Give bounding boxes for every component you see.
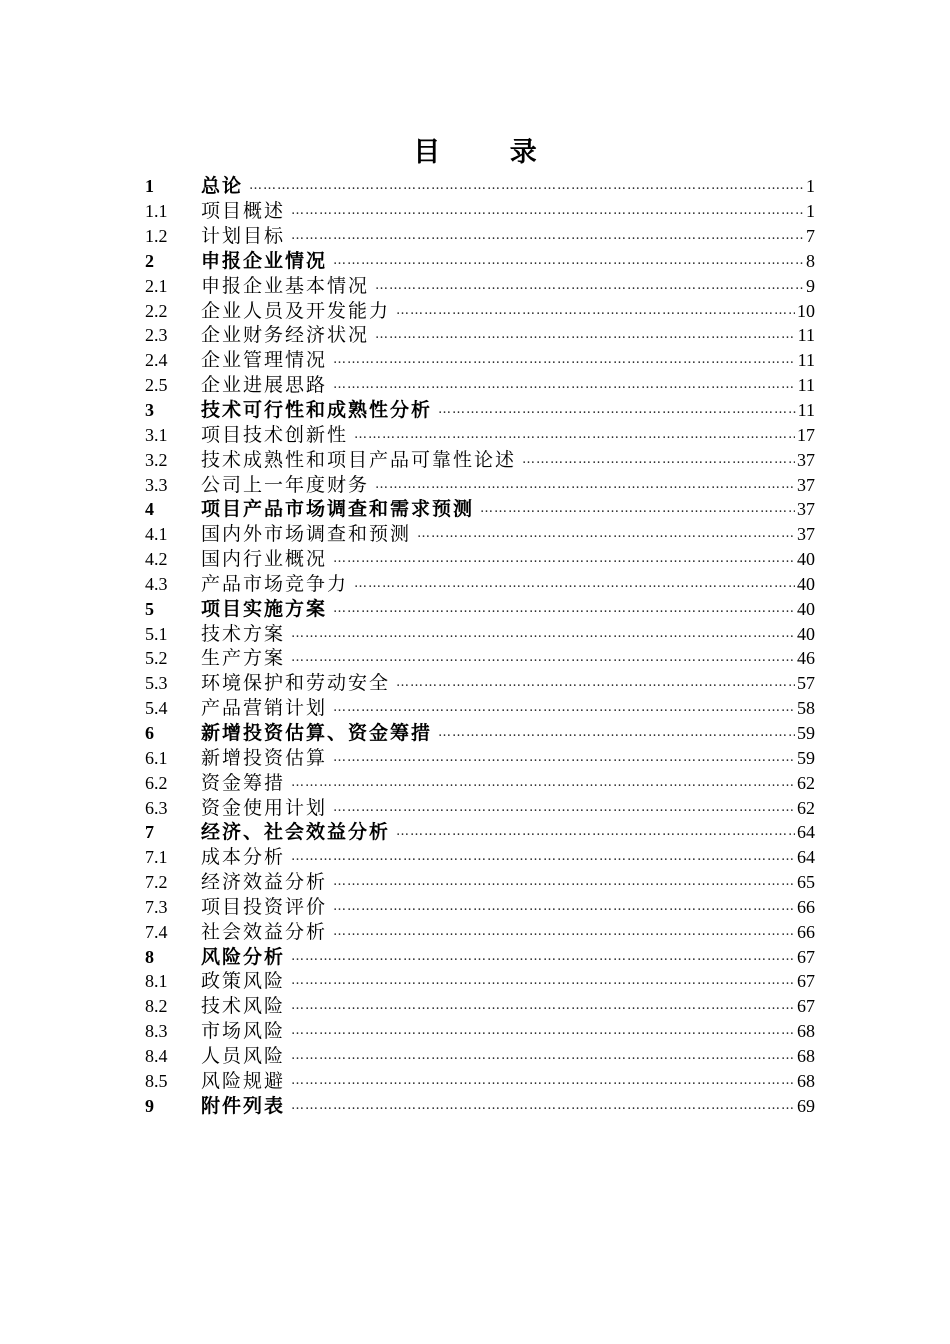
dot-leader: [291, 199, 804, 223]
toc-entry-title: 人员风险: [201, 1044, 286, 1067]
toc-entry-number: 1: [145, 176, 154, 197]
toc-entry-title: 项目技术创新性: [201, 423, 349, 446]
toc-subsection-entry[interactable]: [145, 770, 815, 795]
toc-subsection-entry[interactable]: [145, 298, 815, 323]
toc-entry-title: 企业财务经济状况: [201, 324, 370, 347]
toc-entry-title: 技术方案: [201, 622, 286, 645]
dot-leader: [333, 597, 795, 621]
toc-entry-number: 2.1: [145, 275, 168, 296]
toc-entry-number: 5.3: [145, 673, 168, 694]
dot-leader: [333, 249, 804, 273]
toc-subsection-entry[interactable]: [145, 646, 815, 671]
toc-entry-number: 1.2: [145, 226, 168, 247]
dot-leader: [375, 473, 795, 497]
toc-entry-title: 风险规避: [201, 1069, 286, 1092]
toc-entry-page: 37: [797, 474, 815, 495]
dot-leader: [291, 771, 795, 795]
toc-entry-page: 1: [806, 176, 815, 197]
dot-leader: [396, 671, 795, 695]
toc-entry-number: 7.1: [145, 847, 168, 868]
toc-section-entry[interactable]: [145, 398, 815, 423]
toc-subsection-entry[interactable]: [145, 745, 815, 770]
toc-entry-number: 3: [145, 400, 154, 421]
toc-subsection-entry[interactable]: [145, 696, 815, 721]
toc-entry-title: 项目实施方案: [201, 597, 328, 620]
toc-subsection-entry[interactable]: [145, 795, 815, 820]
toc-entry-title: 经济、社会效益分析: [201, 821, 391, 844]
toc-entry-number: 4.3: [145, 573, 168, 594]
toc-subsection-entry[interactable]: [145, 994, 815, 1019]
dot-leader: [291, 945, 795, 969]
toc-entry-title: 企业管理情况: [201, 349, 328, 372]
toc-entry-page: 64: [797, 822, 815, 843]
dot-leader: [291, 994, 795, 1018]
toc-entry-number: 5.1: [145, 623, 168, 644]
toc-entry-number: 5: [145, 598, 154, 619]
toc-entry-number: 5.2: [145, 648, 168, 669]
toc-entry-title: 政策风险: [201, 970, 286, 993]
dot-leader: [291, 969, 795, 993]
toc-entry-number: 8.3: [145, 1021, 168, 1042]
toc-entry-page: 62: [797, 772, 815, 793]
toc-entry-page: 11: [797, 325, 815, 346]
toc-entry-page: 11: [797, 375, 815, 396]
toc-entry-title: 申报企业基本情况: [201, 274, 370, 297]
toc-section-entry[interactable]: [145, 249, 815, 274]
dot-leader: [417, 522, 795, 546]
toc-section-entry[interactable]: [145, 174, 815, 199]
toc-entry-number: 3.2: [145, 449, 168, 470]
toc-section-entry[interactable]: [145, 596, 815, 621]
dot-leader: [480, 497, 795, 521]
toc-subsection-entry[interactable]: [145, 447, 815, 472]
toc-entry-number: 6.3: [145, 797, 168, 818]
toc-entry-page: 68: [797, 1021, 815, 1042]
dot-leader: [333, 920, 795, 944]
toc-entry-page: 40: [797, 598, 815, 619]
dot-leader: [396, 820, 795, 844]
toc-entry-title: 项目概述: [201, 200, 286, 223]
toc-entry-number: 2.2: [145, 300, 168, 321]
toc-entry-number: 3.1: [145, 424, 168, 445]
toc-entry-number: 4.1: [145, 524, 168, 545]
toc-entry-page: 11: [797, 350, 815, 371]
toc-entry-number: 7: [145, 822, 154, 843]
dot-leader: [333, 696, 795, 720]
toc-entry-page: 1: [806, 201, 815, 222]
toc-entry-number: 8.4: [145, 1045, 168, 1066]
toc-entry-page: 37: [797, 499, 815, 520]
dot-leader: [333, 746, 795, 770]
dot-leader: [333, 870, 795, 894]
toc-subsection-entry[interactable]: [145, 472, 815, 497]
toc-entry-title: 申报企业情况: [201, 249, 328, 272]
toc-entry-title: 技术可行性和成熟性分析: [201, 399, 433, 422]
toc-entry-number: 5.4: [145, 698, 168, 719]
dot-leader: [354, 572, 795, 596]
toc-entry-title: 项目产品市场调查和需求预测: [201, 498, 475, 521]
toc-subsection-entry[interactable]: [145, 1068, 815, 1093]
toc-entry-title: 总论: [201, 175, 244, 198]
toc-section-entry[interactable]: [145, 1093, 815, 1118]
toc-subsection-entry[interactable]: [145, 422, 815, 447]
dot-leader: [291, 646, 795, 670]
toc-entry-page: 64: [797, 847, 815, 868]
toc-entry-title: 资金筹措: [201, 771, 286, 794]
toc-entry-page: 37: [797, 524, 815, 545]
toc-entry-number: 4: [145, 499, 154, 520]
toc-subsection-entry[interactable]: [145, 894, 815, 919]
toc-entry-title: 项目投资评价: [201, 895, 328, 918]
toc-entry-number: 8.1: [145, 971, 168, 992]
toc-entry-page: 57: [797, 673, 815, 694]
toc-subsection-entry[interactable]: [145, 224, 815, 249]
toc-entry-number: 8.5: [145, 1070, 168, 1091]
toc-entry-page: 68: [797, 1070, 815, 1091]
dot-leader: [291, 224, 804, 248]
dot-leader: [522, 448, 795, 472]
toc-subsection-entry[interactable]: [145, 572, 815, 597]
toc-subsection-entry[interactable]: [145, 671, 815, 696]
toc-subsection-entry[interactable]: [145, 373, 815, 398]
toc-entry-title: 环境保护和劳动安全: [201, 672, 391, 695]
dot-leader: [438, 721, 795, 745]
dot-leader: [333, 547, 795, 571]
dot-leader: [291, 1044, 795, 1068]
toc-entry-number: 7.3: [145, 896, 168, 917]
dot-leader: [438, 398, 796, 422]
toc-entry-title: 风险分析: [201, 945, 286, 968]
toc-entry-page: 11: [797, 400, 815, 421]
toc-entry-page: 67: [797, 971, 815, 992]
toc-subsection-entry[interactable]: [145, 547, 815, 572]
toc-entry-page: 59: [797, 722, 815, 743]
table-of-contents: [145, 174, 815, 1118]
toc-subsection-entry[interactable]: [145, 870, 815, 895]
dot-leader: [291, 1069, 795, 1093]
dot-leader: [291, 845, 795, 869]
toc-entry-number: 6.2: [145, 772, 168, 793]
toc-section-entry[interactable]: [145, 497, 815, 522]
toc-entry-number: 2.4: [145, 350, 168, 371]
toc-entry-number: 9: [145, 1095, 154, 1116]
dot-leader: [333, 348, 796, 372]
toc-subsection-entry[interactable]: [145, 969, 815, 994]
toc-subsection-entry[interactable]: [145, 845, 815, 870]
toc-entry-number: 4.2: [145, 549, 168, 570]
toc-entry-title: 产品市场竞争力: [201, 572, 349, 595]
toc-subsection-entry[interactable]: [145, 348, 815, 373]
toc-subsection-entry[interactable]: [145, 1019, 815, 1044]
toc-entry-title: 计划目标: [201, 225, 286, 248]
dot-leader: [354, 423, 795, 447]
toc-entry-page: 58: [797, 698, 815, 719]
dot-leader: [375, 274, 804, 298]
toc-entry-number: 8: [145, 946, 154, 967]
toc-entry-title: 社会效益分析: [201, 920, 328, 943]
toc-entry-page: 46: [797, 648, 815, 669]
dot-leader: [375, 323, 796, 347]
toc-entry-page: 8: [806, 250, 815, 271]
toc-entry-page: 66: [797, 896, 815, 917]
toc-entry-page: 17: [797, 424, 815, 445]
toc-entry-number: 7.2: [145, 872, 168, 893]
toc-section-entry[interactable]: [145, 820, 815, 845]
toc-entry-number: 6.1: [145, 747, 168, 768]
toc-entry-page: 65: [797, 872, 815, 893]
toc-subsection-entry[interactable]: [145, 199, 815, 224]
toc-entry-page: 40: [797, 623, 815, 644]
toc-entry-number: 2.5: [145, 375, 168, 396]
toc-subsection-entry[interactable]: [145, 919, 815, 944]
dot-leader: [333, 895, 795, 919]
toc-entry-page: 67: [797, 946, 815, 967]
dot-leader: [333, 373, 796, 397]
toc-entry-title: 市场风险: [201, 1020, 286, 1043]
toc-entry-number: 7.4: [145, 921, 168, 942]
toc-subsection-entry[interactable]: [145, 323, 815, 348]
toc-entry-title: 资金使用计划: [201, 796, 328, 819]
toc-entry-title: 产品营销计划: [201, 697, 328, 720]
toc-entry-page: 69: [797, 1095, 815, 1116]
toc-entry-title: 新增投资估算: [201, 746, 328, 769]
toc-subsection-entry[interactable]: [145, 1044, 815, 1069]
toc-entry-title: 公司上一年度财务: [201, 473, 370, 496]
toc-entry-page: 37: [797, 449, 815, 470]
toc-entry-number: 2: [145, 250, 154, 271]
toc-entry-page: 59: [797, 747, 815, 768]
dot-leader: [291, 622, 795, 646]
toc-entry-title: 附件列表: [201, 1094, 286, 1117]
toc-entry-page: 67: [797, 996, 815, 1017]
toc-entry-number: 2.3: [145, 325, 168, 346]
toc-entry-title: 技术风险: [201, 995, 286, 1018]
toc-entry-title: 技术成熟性和项目产品可靠性论述: [201, 448, 517, 471]
toc-subsection-entry[interactable]: [145, 273, 815, 298]
toc-entry-title: 企业人员及开发能力: [201, 299, 391, 322]
dot-leader: [396, 299, 795, 323]
toc-section-entry[interactable]: [145, 944, 815, 969]
toc-entry-number: 8.2: [145, 996, 168, 1017]
dot-leader: [333, 796, 795, 820]
dot-leader: [249, 174, 804, 198]
toc-title: 目 录: [413, 137, 567, 168]
toc-entry-page: 10: [797, 300, 815, 321]
toc-entry-number: 3.3: [145, 474, 168, 495]
toc-entry-page: 68: [797, 1045, 815, 1066]
toc-entry-page: 62: [797, 797, 815, 818]
toc-entry-number: 6: [145, 722, 154, 743]
toc-entry-page: 40: [797, 549, 815, 570]
toc-entry-title: 生产方案: [201, 647, 286, 670]
toc-subsection-entry[interactable]: [145, 621, 815, 646]
toc-entry-page: 66: [797, 921, 815, 942]
toc-entry-page: 9: [806, 275, 815, 296]
toc-entry-title: 企业进展思路: [201, 374, 328, 397]
toc-entry-page: 7: [806, 226, 815, 247]
toc-entry-title: 国内外市场调查和预测: [201, 523, 412, 546]
toc-entry-title: 经济效益分析: [201, 871, 328, 894]
toc-entry-page: 40: [797, 573, 815, 594]
toc-entry-title: 成本分析: [201, 846, 286, 869]
toc-entry-number: 1.1: [145, 201, 168, 222]
dot-leader: [291, 1094, 795, 1118]
toc-entry-title: 国内行业概况: [201, 548, 328, 571]
dot-leader: [291, 1019, 795, 1043]
toc-section-entry[interactable]: [145, 721, 815, 746]
toc-subsection-entry[interactable]: [145, 522, 815, 547]
toc-entry-title: 新增投资估算、资金筹措: [201, 721, 433, 744]
